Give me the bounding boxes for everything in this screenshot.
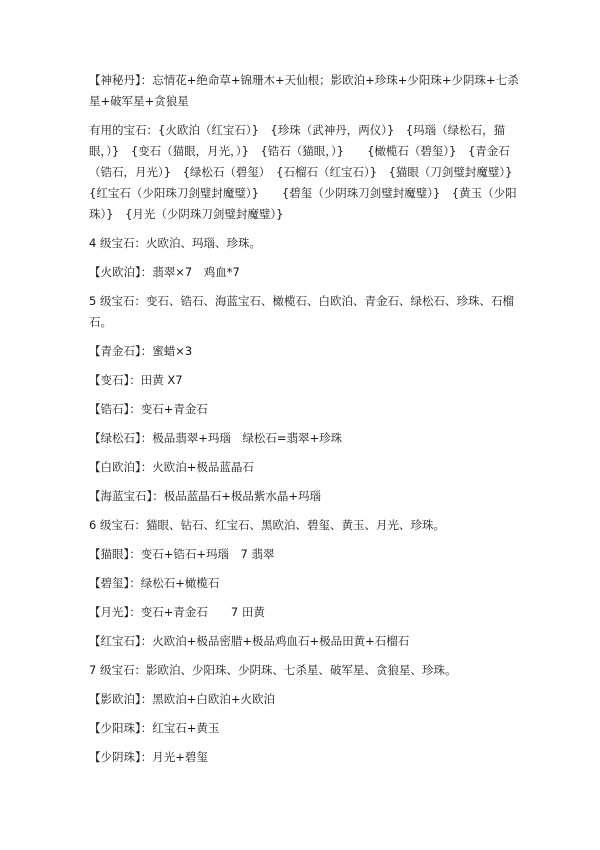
paragraph-useful-gems: 有用的宝石：{火欧泊（红宝石）} {珍珠（武神丹，两仪）} {玛瑙（绿松石，猫眼，）} {变石（猫眼，月光，）} {锆石（猫眼，）} {橄榄石（碧玺）} {青金石（锆石，月光）} {绿松石（碧玺） {石榴石（红宝石）} {猫眼（刀剑璧封魔璧）} {红宝石（少阳珠刀剑璧封魔璧）} {碧玺（少阴珠刀剑璧封魔璧）} {黄玉（少阳珠）} {月光（少阴珠刀剑璧封魔璧）} (89, 123, 524, 221)
paragraph-level6-gems: 6 级宝石：猫眼、钻石、红宝石、黑欧泊、碧玺、黄玉、月光、珍珠。 (89, 518, 445, 532)
paragraph-lapis: 【青金石】：蜜蜡×3 (89, 344, 193, 358)
paragraph-level4-gems: 4 级宝石：火欧泊、玛瑙、珍珠。 (89, 236, 261, 250)
paragraph-level7-gems: 7 级宝石：影欧泊、少阳珠、少阴珠、七杀星、破军星、贪狼星、珍珠。 (89, 663, 457, 677)
paragraph-aquamarine: 【海蓝宝石】：极品蓝晶石+极品紫水晶+玛瑙 (89, 489, 322, 503)
paragraph-white-opal: 【白欧泊】：火欧泊+极品蓝晶石 (89, 460, 254, 474)
paragraph-shaoyin-pearl: 【少阴珠】：月光+碧玺 (89, 750, 208, 764)
paragraph-tourmaline: 【碧玺】：绿松石+橄榄石 (89, 576, 220, 590)
paragraph-turquoise: 【绿松石】：极品翡翠+玛瑙 绿松石=翡翠+珍珠 (89, 431, 343, 445)
paragraph-shaoyang-pearl: 【少阳珠】：红宝石+黄玉 (89, 721, 220, 735)
paragraph-moonstone: 【月光】：变石+青金石 7 田黄 (89, 605, 265, 619)
paragraph-fire-opal: 【火欧泊】：翡翠×7 鸡血*7 (89, 265, 240, 279)
paragraph-zircon: 【锆石】：变石+青金石 (89, 402, 208, 416)
paragraph-alexandrite: 【变石】：田黄 X7 (89, 373, 183, 387)
paragraph-level5-gems: 5 级宝石：变石、锆石、海蓝宝石、橄榄石、白欧泊、青金石、绿松石、珍珠、石榴石。 (89, 294, 514, 329)
document-page (89, 70, 529, 776)
paragraph-shadow-opal: 【影欧泊】：黑欧泊+白欧泊+火欧泊 (89, 692, 276, 706)
paragraph-cats-eye: 【猫眼】：变石+锆石+玛瑙 7 翡翠 (89, 547, 275, 561)
paragraph-ruby: 【红宝石】：火欧泊+极品密腊+极品鸡血石+极品田黄+石榴石 (89, 634, 410, 648)
paragraph-mystery-pill: 【神秘丹】：忘情花+绝命草+锦珊木+天仙根；影欧泊+珍珠+少阳珠+少阴珠+七杀星+破军星+贪狼星 (89, 73, 519, 108)
